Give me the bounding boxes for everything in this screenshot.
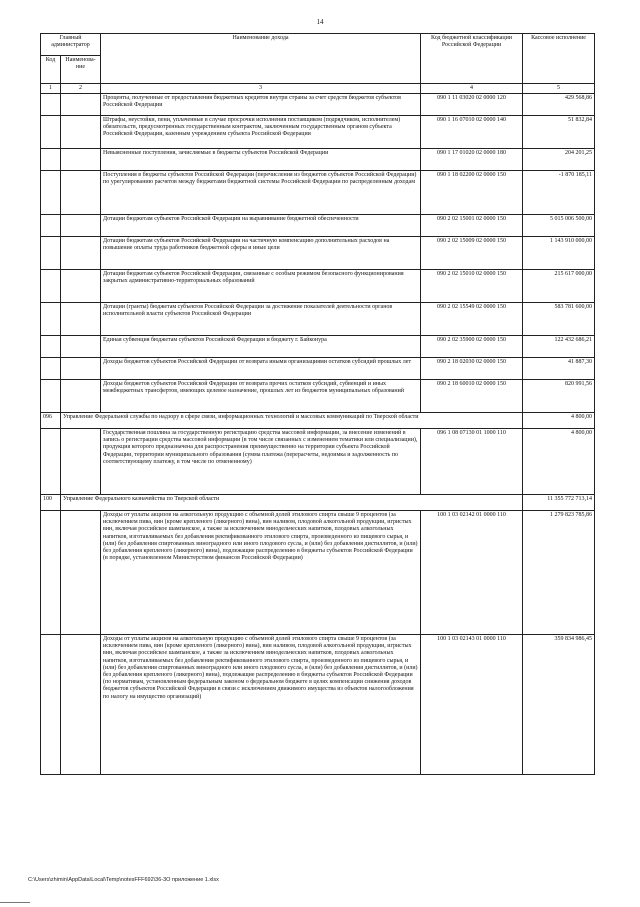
admin-group-header: Главный администратор bbox=[41, 34, 101, 56]
income-name: Дотации бюджетам субъектов Российской Федерации, связанные с особым режимом безопасного функционирования закрытых административно-территориальных образований bbox=[101, 270, 421, 303]
table-row bbox=[41, 336, 595, 358]
column-index: 3 bbox=[101, 84, 421, 94]
table-row bbox=[41, 511, 595, 635]
admin-code-cell bbox=[41, 149, 61, 171]
budget-code: 090 2 02 15009 02 0000 150 bbox=[421, 237, 523, 270]
table-row bbox=[41, 429, 595, 495]
budget-code: 096 1 08 07130 01 1000 110 bbox=[421, 429, 523, 495]
income-name: Дотации (гранты) бюджетам субъектов Российской Федерации за достижение показателей деятельности органов исполнительной власти субъектов Российской Федерации bbox=[101, 303, 421, 336]
cash-amount: 215 617 000,00 bbox=[523, 270, 595, 303]
income-name: Доходы от уплаты акцизов на алкогольную продукцию с объемной долей этилового спирта свыше 9 процентов (за исключением пива, вин (кроме крепленого (ликерного) вина), вин наливом, плодовой алкогольной продукции, игристых вин, включая российское шампанское, а также за исключением винодельческих напитков, плодовых алкогольных напитков, изготавливаемых без добавления ректификованного этилового спирта, произведенного из пищевого сырья, и (или) без добавления спиртованных виноградного или иного плодового сусла, и (или) без добавления дистиллятов, и (или) без добавления крепленого (ликерного) вина), подлежащие распределению в бюджеты субъектов Российской Федерации (в порядке, установленном Министерством финансов Российской Федерации) bbox=[101, 511, 421, 635]
admin-code-cell bbox=[41, 635, 61, 775]
admin-code-header: Код bbox=[41, 56, 61, 84]
income-name: Дотации бюджетам субъектов Российской Федерации на выравнивание бюджетной обеспеченности bbox=[101, 215, 421, 237]
budget-code-header: Код бюджетной классификации Российской Федерации bbox=[421, 34, 523, 84]
file-path-footer: C:\Users\zhimin\AppData\Local\Temp\notesFFF692\36-3О приложение 1.xlsx bbox=[28, 877, 219, 883]
admin-name-cell bbox=[61, 511, 101, 635]
income-name: Единая субвенция бюджетам субъектов Российской Федерации и бюджету г. Байконура bbox=[101, 336, 421, 358]
income-name: Доходы от уплаты акцизов на алкогольную продукцию с объемной долей этилового спирта свыше 9 процентов (за исключением пива, вин (кроме крепленого (ликерного) вина), вин наливом, плодовой алкогольной продукции, игристых вин, включая российское шампанское, а также за исключением винодельческих напитков, плодовых алкогольных напитков, изготавливаемых без добавления ректификованного этилового спирта, произведенного из пищевого сырья, и (или) без добавления спиртованных виноградного или иного плодового сусла, и (или) без добавления дистиллятов, и (или) без добавления крепленого (ликерного) вина), подлежащие распределению в бюджеты субъектов Российской Федерации (по нормативам, установленным федеральным законом о федеральном бюджете в целях компенсации снижения доходов бюджетов субъектов Российской Федерации в связи с исключением движимого имущества из объектов налогообложения по налогу на имущество организаций) bbox=[101, 635, 421, 775]
table-header bbox=[41, 34, 595, 94]
admin-code-cell bbox=[41, 380, 61, 413]
budget-code: 090 1 11 03020 02 0000 120 bbox=[421, 94, 523, 116]
admin-code-cell bbox=[41, 303, 61, 336]
cash-execution-header: Кассовое исполнение bbox=[523, 34, 595, 84]
income-name: Невыясненные поступления, зачисляемые в бюджеты субъектов Российской Федерации bbox=[101, 149, 421, 171]
admin-code-cell bbox=[41, 237, 61, 270]
admin-code-cell bbox=[41, 336, 61, 358]
cash-amount: 1 143 910 000,00 bbox=[523, 237, 595, 270]
budget-code: 090 1 18 02200 02 0000 150 bbox=[421, 171, 523, 215]
table-row bbox=[41, 149, 595, 171]
admin-name-cell bbox=[61, 635, 101, 775]
admin-name-cell bbox=[61, 358, 101, 380]
admin-name-cell bbox=[61, 429, 101, 495]
income-name: Проценты, полученные от предоставления бюджетных кредитов внутри страны за счет средств бюджетов субъектов Российской Федерации bbox=[101, 94, 421, 116]
admin-name: Управление Федерального казначейства по Тверской области bbox=[61, 495, 523, 511]
budget-code: 100 1 03 02142 01 0000 110 bbox=[421, 511, 523, 635]
budget-code: 090 2 02 35900 02 0000 150 bbox=[421, 336, 523, 358]
column-index: 1 bbox=[41, 84, 61, 94]
table-row bbox=[41, 215, 595, 237]
cash-amount: 429 568,86 bbox=[523, 94, 595, 116]
admin-group-row bbox=[41, 495, 595, 511]
admin-name-cell bbox=[61, 149, 101, 171]
admin-code-cell bbox=[41, 116, 61, 149]
column-index-row bbox=[41, 84, 595, 94]
income-name: Доходы бюджетов субъектов Российской Федерации от возврата прочих остатков субсидий, субвенций и иных межбюджетных трансфертов, имеющих целевое назначение, прошлых лет из бюджетов муниципальных образований bbox=[101, 380, 421, 413]
income-name-header: Наименование дохода bbox=[101, 34, 421, 84]
admin-code-cell bbox=[41, 511, 61, 635]
cash-amount: 122 432 686,21 bbox=[523, 336, 595, 358]
cash-amount: 204 201,25 bbox=[523, 149, 595, 171]
column-index: 5 bbox=[523, 84, 595, 94]
table-body bbox=[41, 94, 595, 775]
table-row bbox=[41, 270, 595, 303]
admin-name-cell bbox=[61, 380, 101, 413]
page-number: 14 bbox=[316, 18, 324, 26]
budget-code: 100 1 03 02143 01 0000 110 bbox=[421, 635, 523, 775]
admin-name-cell bbox=[61, 303, 101, 336]
admin-code-cell bbox=[41, 215, 61, 237]
table-row bbox=[41, 237, 595, 270]
admin-name-header: Наименова-ние bbox=[61, 56, 101, 84]
budget-code: 090 2 02 15010 02 0000 150 bbox=[421, 270, 523, 303]
cash-amount: -1 870 185,11 bbox=[523, 171, 595, 215]
admin-code-cell bbox=[41, 171, 61, 215]
column-index: 4 bbox=[421, 84, 523, 94]
budget-code: 090 2 18 02030 02 0000 150 bbox=[421, 358, 523, 380]
income-name: Поступления в бюджеты субъектов Российской Федерации (перечисления из бюджетов субъектов Российской Федерации) по урегулированию расчетов между бюджетами бюджетной системы Российской Федерации по распределенным доходам bbox=[101, 171, 421, 215]
table-row bbox=[41, 116, 595, 149]
cash-amount: 4 800,00 bbox=[523, 429, 595, 495]
income-name: Государственная пошлина за государственную регистрацию средства массовой информации, за внесение изменений в запись о регистрации средства массовой информации (в том числе связанных с изменением тематики или специализации), продукция которого предназначена для распространения преимущественно на территории субъекта Российской Федерации, территории муниципального образования (сумма платежа (перерасчеты, недоимка и задолженность по соответствующему платежу, в том числе по отмененному) bbox=[101, 429, 421, 495]
admin-name-cell bbox=[61, 94, 101, 116]
admin-name-cell bbox=[61, 270, 101, 303]
table-row bbox=[41, 171, 595, 215]
cash-amount: 51 832,84 bbox=[523, 116, 595, 149]
admin-name-cell bbox=[61, 237, 101, 270]
budget-code: 090 2 02 15549 02 0000 150 bbox=[421, 303, 523, 336]
budget-code: 090 2 02 15001 02 0000 150 bbox=[421, 215, 523, 237]
admin-name-cell bbox=[61, 215, 101, 237]
admin-code-cell bbox=[41, 358, 61, 380]
cash-amount: 4 800,00 bbox=[523, 413, 595, 429]
admin-code-cell bbox=[41, 429, 61, 495]
cash-amount: 11 355 772 713,14 bbox=[523, 495, 595, 511]
cash-amount: 583 781 600,00 bbox=[523, 303, 595, 336]
admin-code-cell bbox=[41, 94, 61, 116]
cash-amount: 41 887,30 bbox=[523, 358, 595, 380]
scan-edge-mark bbox=[0, 902, 30, 903]
admin-name-cell bbox=[61, 171, 101, 215]
income-name: Дотации бюджетам субъектов Российской Федерации на частичную компенсацию дополнительных расходов на повышение оплаты труда работников бюджетной сферы и иные цели bbox=[101, 237, 421, 270]
column-index: 2 bbox=[61, 84, 101, 94]
admin-name-cell bbox=[61, 116, 101, 149]
table-row bbox=[41, 358, 595, 380]
admin-group-row bbox=[41, 413, 595, 429]
budget-code: 090 1 17 01020 02 0000 180 bbox=[421, 149, 523, 171]
table-row bbox=[41, 303, 595, 336]
cash-amount: 820 991,56 bbox=[523, 380, 595, 413]
admin-name-cell bbox=[61, 336, 101, 358]
budget-code: 090 1 16 07010 02 0000 140 bbox=[421, 116, 523, 149]
cash-amount: 5 015 006 500,00 bbox=[523, 215, 595, 237]
admin-code: 096 bbox=[41, 413, 61, 429]
income-name: Доходы бюджетов субъектов Российской Федерации от возврата иными организациями остатков субсидий прошлых лет bbox=[101, 358, 421, 380]
admin-code-cell bbox=[41, 270, 61, 303]
income-name: Штрафы, неустойки, пени, уплаченные в случае просрочки исполнения поставщиком (подрядчиком, исполнителем) обязательств, предусмотренных государственным контрактом, заключенным государственным органом субъекта Российской Федерации, казенным учреждением субъекта Российской Федерации bbox=[101, 116, 421, 149]
cash-amount: 359 834 986,45 bbox=[523, 635, 595, 775]
table-row bbox=[41, 635, 595, 775]
cash-amount: 1 279 823 785,86 bbox=[523, 511, 595, 635]
table-row bbox=[41, 94, 595, 116]
admin-code: 100 bbox=[41, 495, 61, 511]
revenue-table bbox=[40, 33, 595, 775]
table-row bbox=[41, 380, 595, 413]
admin-name: Управление Федеральной службы по надзору в сфере связи, информационных технологий и массовых коммуникаций по Тверской области bbox=[61, 413, 523, 429]
budget-code: 090 2 18 60010 02 0000 150 bbox=[421, 380, 523, 413]
